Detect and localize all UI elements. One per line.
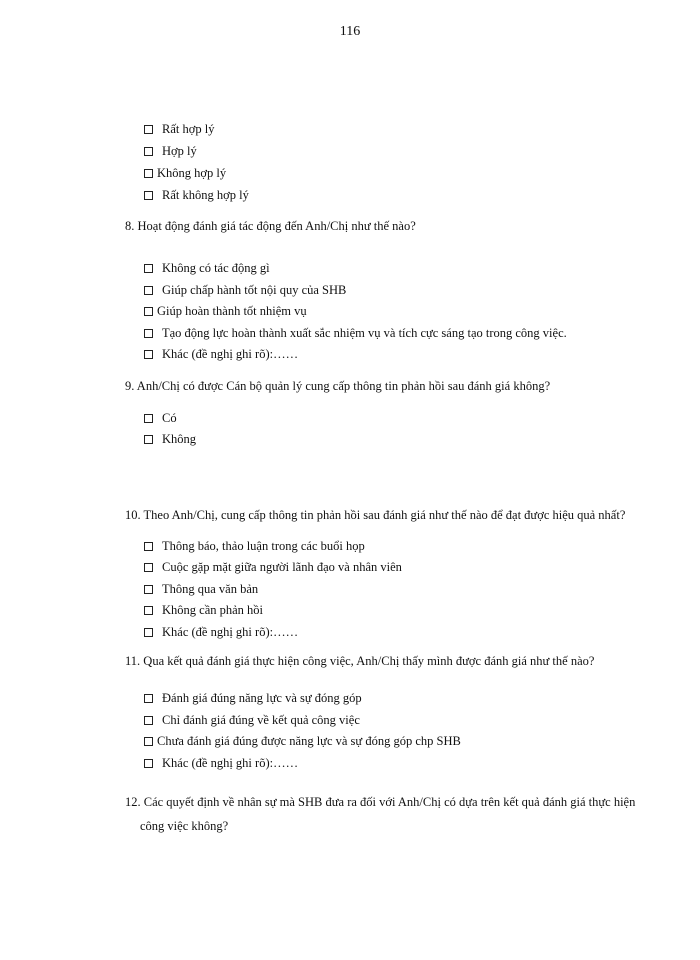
- q11-option-4[interactable]: [144, 756, 298, 771]
- option-label: Cuộc gặp mặt giữa người lãnh đạo và nhân viên: [162, 560, 402, 574]
- page-number: 116: [339, 24, 361, 39]
- option-label: Chỉ đánh giá đúng về kết quả công việc: [162, 713, 360, 727]
- option-label: Giúp chấp hành tốt nội quy của SHB: [162, 283, 347, 297]
- q8-option-3[interactable]: [144, 304, 307, 319]
- option-label: Chưa đánh giá đúng được năng lực và sự đóng góp chp SHB: [157, 734, 461, 748]
- q8-option-1[interactable]: [144, 261, 270, 276]
- checkbox[interactable]: [144, 628, 153, 637]
- option-label: Có: [162, 411, 177, 425]
- option-label: Không có tác động gì: [162, 261, 270, 275]
- option-label: Rất hợp lý: [162, 122, 215, 136]
- q9-option-2[interactable]: [144, 432, 196, 447]
- checkbox[interactable]: [144, 307, 153, 316]
- option-label: Giúp hoàn thành tốt nhiệm vụ: [157, 304, 307, 318]
- checkbox[interactable]: [144, 585, 153, 594]
- question-11: 11. Qua kết quả đánh giá thực hiện công việc, Anh/Chị thấy mình được đánh giá như thế nào?: [125, 654, 595, 668]
- q11-option-2[interactable]: [144, 713, 360, 728]
- q11-option-3[interactable]: [144, 734, 461, 749]
- option-label: Đánh giá đúng năng lực và sự đóng góp: [162, 691, 362, 705]
- checkbox[interactable]: [144, 264, 153, 273]
- question-9: 9. Anh/Chị có được Cán bộ quản lý cung cấp thông tin phản hồi sau đánh giá không?: [125, 379, 551, 393]
- q10-option-1[interactable]: [144, 539, 365, 554]
- q8-option-5[interactable]: [144, 347, 298, 362]
- option-label: Không hợp lý: [157, 166, 227, 180]
- option-label: Hợp lý: [162, 144, 197, 158]
- checkbox[interactable]: [144, 542, 153, 551]
- q11-option-1[interactable]: [144, 691, 362, 706]
- checkbox[interactable]: [144, 606, 153, 615]
- checkbox[interactable]: [144, 737, 153, 746]
- checkbox[interactable]: [144, 563, 153, 572]
- checkbox[interactable]: [144, 350, 153, 359]
- q7-option-4[interactable]: [144, 188, 249, 203]
- checkbox[interactable]: [144, 191, 153, 200]
- option-label: Khác (đề nghị ghi rõ):……: [162, 347, 299, 361]
- option-label: Tạo động lực hoàn thành xuất sắc nhiệm vụ và tích cực sáng tạo trong công việc.: [162, 326, 567, 340]
- q10-option-2[interactable]: [144, 560, 402, 575]
- q9-option-1[interactable]: [144, 411, 177, 426]
- checkbox[interactable]: [144, 125, 153, 134]
- q8-option-4[interactable]: [144, 326, 567, 341]
- q7-option-3[interactable]: [144, 166, 226, 181]
- checkbox[interactable]: [144, 414, 153, 423]
- option-label: Khác (đề nghị ghi rõ):……: [162, 756, 299, 770]
- option-label: Khác (đề nghị ghi rõ):……: [162, 625, 299, 639]
- checkbox[interactable]: [144, 694, 153, 703]
- checkbox[interactable]: [144, 286, 153, 295]
- q7-option-1[interactable]: [144, 122, 214, 137]
- checkbox[interactable]: [144, 716, 153, 725]
- checkbox[interactable]: [144, 329, 153, 338]
- q10-option-3[interactable]: [144, 582, 258, 597]
- option-label: Thông qua văn bản: [162, 582, 259, 596]
- checkbox[interactable]: [144, 435, 153, 444]
- q10-option-5[interactable]: [144, 625, 298, 640]
- q8-option-2[interactable]: [144, 283, 346, 298]
- q10-option-4[interactable]: [144, 603, 263, 618]
- option-label: Rất không hợp lý: [162, 188, 249, 202]
- question-12: [125, 790, 645, 838]
- checkbox[interactable]: [144, 147, 153, 156]
- question-12-text: 12. Các quyết định về nhân sự mà SHB đưa ra đối với Anh/Chị có dựa trên kết quả đánh giá thực hiện công việc không?: [125, 795, 636, 833]
- option-label: Không: [162, 432, 197, 446]
- option-label: Thông báo, thảo luận trong các buổi họp: [162, 539, 365, 553]
- checkbox[interactable]: [144, 169, 153, 178]
- checkbox[interactable]: [144, 759, 153, 768]
- option-label: Không cần phản hồi: [162, 603, 264, 617]
- question-10: 10. Theo Anh/Chị, cung cấp thông tin phản hồi sau đánh giá như thế nào để đạt được hiệu quả nhất?: [125, 508, 626, 522]
- q7-option-2[interactable]: [144, 144, 197, 159]
- question-8: 8. Hoạt động đánh giá tác động đến Anh/Chị như thế nào?: [125, 219, 416, 233]
